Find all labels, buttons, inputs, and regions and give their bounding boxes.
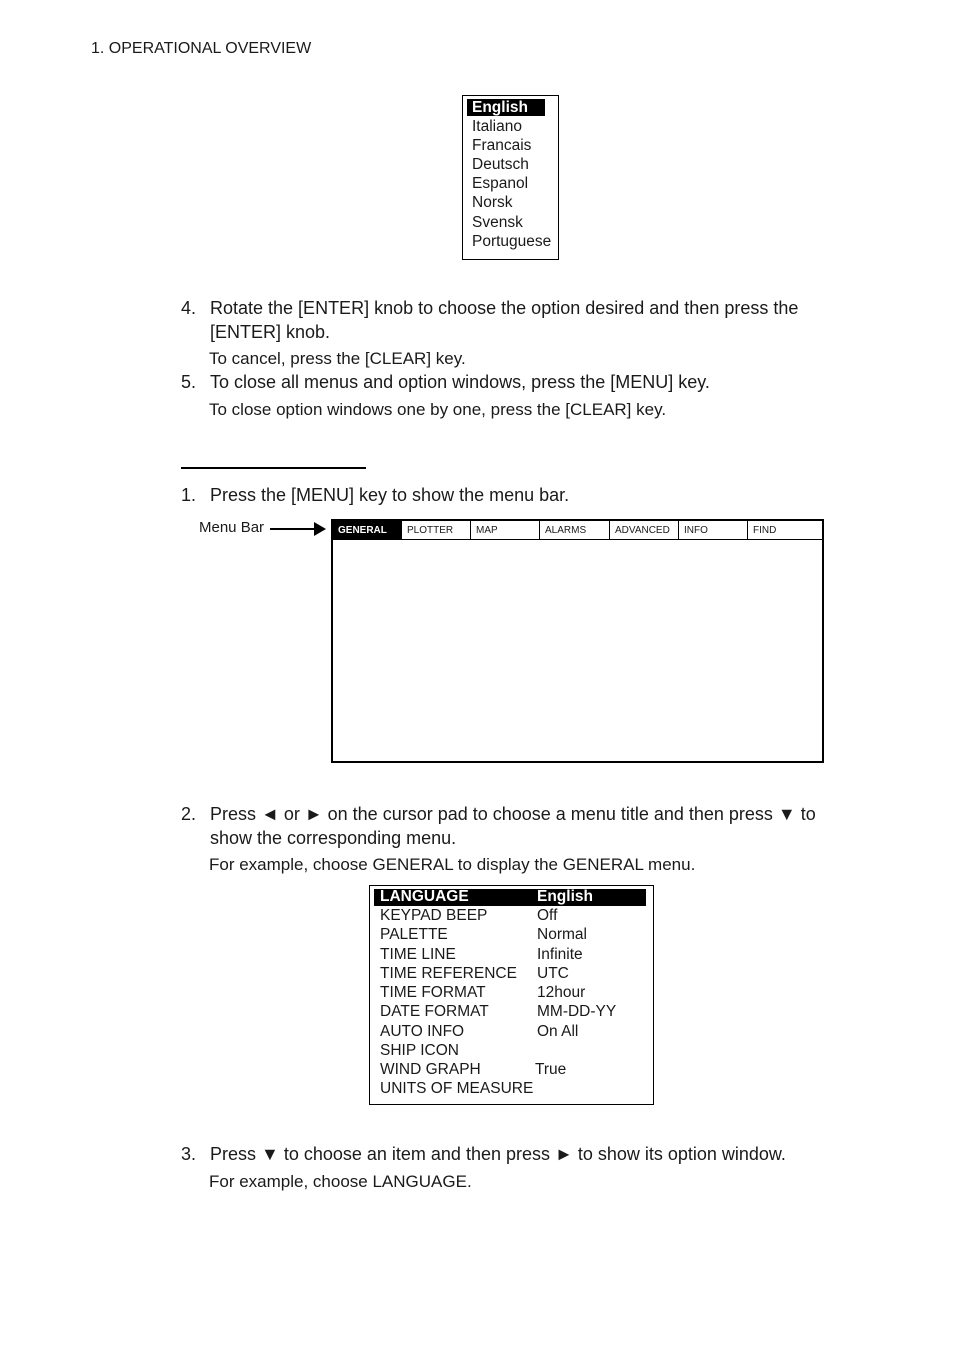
menu-item-language[interactable]: LANGUAGE	[380, 888, 469, 905]
menu-item-value: Off	[537, 907, 558, 924]
language-option-selected[interactable]: English	[472, 99, 528, 116]
menu-item-time-format[interactable]: TIME FORMAT	[380, 984, 486, 1001]
menu-tab-general[interactable]: GENERAL	[333, 521, 402, 539]
menu-item-value: True	[535, 1061, 567, 1078]
step-3-text: Press ▼ to choose an item and then press ► to show its option window.	[210, 1144, 786, 1164]
menu-tab-advanced[interactable]: ADVANCED	[610, 521, 679, 539]
menu-item-value: UTC	[537, 965, 569, 982]
language-option[interactable]: Francais	[472, 137, 532, 154]
menu-tab-plotter[interactable]: PLOTTER	[402, 521, 471, 539]
menu-tab-alarms[interactable]: ALARMS	[540, 521, 610, 539]
step-3-note: For example, choose LANGUAGE.	[209, 1172, 472, 1191]
step-number: 1.	[181, 485, 197, 505]
callout-arrow-icon	[314, 522, 326, 536]
menu-item-value: Normal	[537, 926, 587, 943]
step-5-text: To close all menus and option windows, press the [MENU] key.	[210, 372, 710, 392]
menu-item-time-line[interactable]: TIME LINE	[380, 946, 456, 963]
step-number: 5.	[181, 372, 197, 392]
callout-arrow-line	[270, 528, 316, 530]
menu-item-ship-icon[interactable]: SHIP ICON	[380, 1042, 459, 1059]
menu-tab-map[interactable]: MAP	[471, 521, 540, 539]
menu-item-value: Infinite	[537, 946, 583, 963]
menu-tab-find[interactable]: FIND	[753, 525, 777, 536]
menu-item-value: MM-DD-YY	[537, 1003, 617, 1020]
step-1-text: Press the [MENU] key to show the menu bar.	[210, 485, 570, 505]
general-menu	[369, 885, 654, 1105]
menu-item-units-of-measure[interactable]: UNITS OF MEASURE	[380, 1080, 534, 1097]
step-4-line-2: [ENTER] knob.	[210, 322, 331, 342]
menu-item-wind-graph[interactable]: WIND GRAPH	[380, 1061, 481, 1078]
language-option[interactable]: Portuguese	[472, 233, 552, 250]
language-option[interactable]: Italiano	[472, 118, 522, 135]
step-4-line-1: Rotate the [ENTER] knob to choose the option desired and then press the	[210, 298, 799, 318]
step-5-note: To close option windows one by one, press the [CLEAR] key.	[209, 400, 667, 419]
step-number: 2.	[181, 804, 197, 824]
step-2-line-1: Press ◄ or ► on the cursor pad to choose a menu title and then press ▼ to	[210, 804, 816, 824]
step-number: 4.	[181, 298, 197, 318]
language-option[interactable]: Norsk	[472, 194, 513, 211]
step-2-note: For example, choose GENERAL to display the GENERAL menu.	[209, 855, 696, 874]
step-4-note: To cancel, press the [CLEAR] key.	[209, 349, 466, 368]
display-screen	[331, 519, 824, 763]
menu-item-date-format[interactable]: DATE FORMAT	[380, 1003, 489, 1020]
menu-item-keypad-beep[interactable]: KEYPAD BEEP	[380, 907, 488, 924]
menu-tab-info[interactable]: INFO	[679, 521, 748, 539]
section-rule	[181, 467, 366, 469]
step-number: 3.	[181, 1144, 197, 1164]
page-header: 1. OPERATIONAL OVERVIEW	[91, 40, 312, 57]
menu-item-value: English	[537, 888, 593, 905]
menu-item-time-reference[interactable]: TIME REFERENCE	[380, 965, 517, 982]
language-option[interactable]: Deutsch	[472, 156, 529, 173]
step-2-line-2: show the corresponding menu.	[210, 828, 457, 848]
menu-bar-callout-label: Menu Bar	[199, 519, 265, 536]
language-option[interactable]: Espanol	[472, 175, 529, 192]
menu-item-value: On All	[537, 1023, 579, 1040]
menu-bar	[333, 521, 822, 540]
language-option[interactable]: Svensk	[472, 214, 523, 231]
menu-item-auto-info[interactable]: AUTO INFO	[380, 1023, 465, 1040]
menu-item-value: 12hour	[537, 984, 586, 1001]
language-option-window	[462, 95, 559, 260]
menu-item-palette[interactable]: PALETTE	[380, 926, 448, 943]
